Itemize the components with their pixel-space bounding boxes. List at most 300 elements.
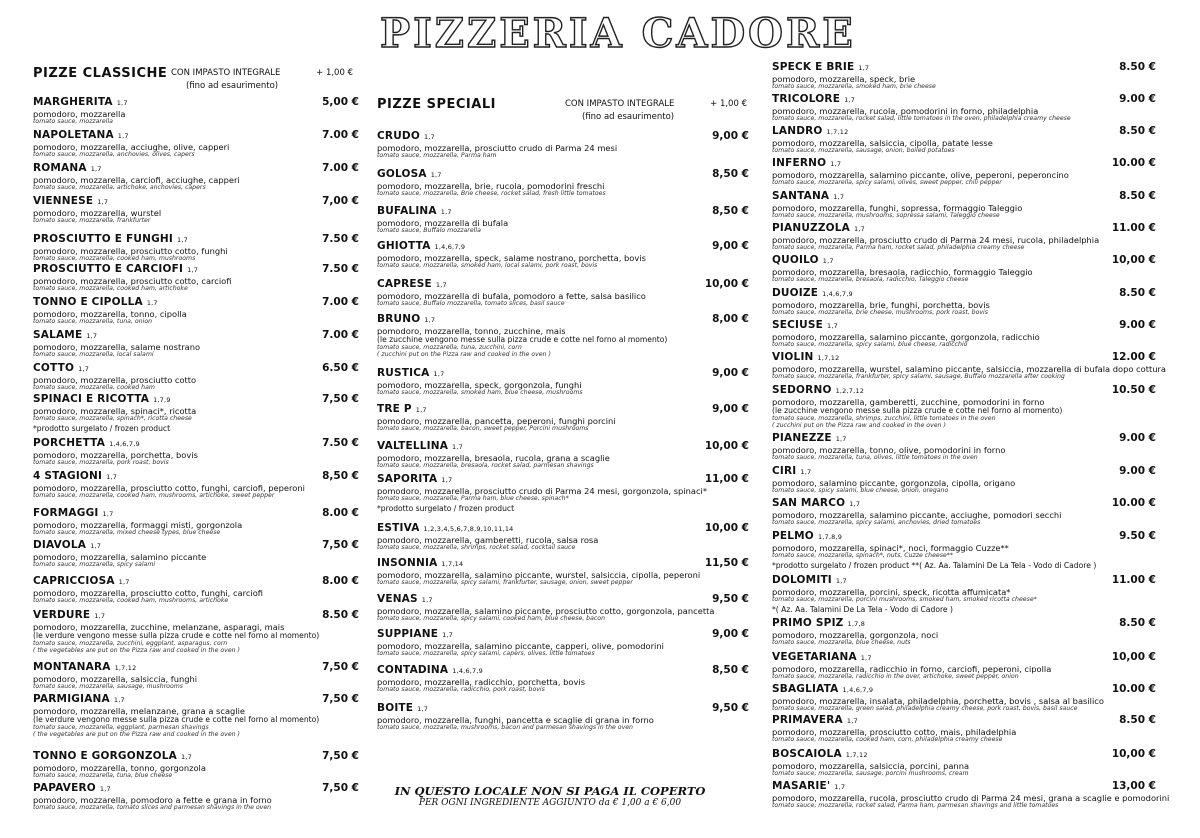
item-name bbox=[377, 664, 483, 676]
item-price: 10,00 € bbox=[704, 440, 749, 452]
item-price: 8,50 € bbox=[712, 168, 749, 180]
item-allergens: 1,7 bbox=[834, 783, 846, 791]
item-ingredients-english: tomato sauce, mozzarella, porcini mushrooms, smoked ham, smoked ricotta cheese* bbox=[772, 596, 1037, 603]
item-name-text: VERDURE bbox=[33, 609, 91, 621]
item-name bbox=[772, 254, 834, 266]
item-price: 7,50 € bbox=[322, 393, 359, 405]
item-price: 10,00 € bbox=[1111, 254, 1156, 266]
item-ingredients: pomodoro, mozzarella, bresaola, radicchio, formaggio Taleggio bbox=[772, 267, 1033, 277]
item-allergens: 1,7 bbox=[97, 198, 109, 206]
item-allergens: 1,7 bbox=[90, 165, 102, 173]
item-name-text: SAN MARCO bbox=[772, 497, 846, 509]
item-price: 13,00 € bbox=[1111, 780, 1156, 792]
item-ingredients: pomodoro, mozzarella, salamino piccante bbox=[33, 552, 207, 562]
item-price: 7,50 € bbox=[322, 661, 359, 673]
item-ingredients-english: tomato sauce, mozzarella, smoked ham, blue cheese, mushrooms bbox=[377, 389, 583, 396]
item-name bbox=[33, 609, 105, 621]
item-allergens: 1,7 bbox=[117, 132, 129, 140]
section-note: CON IMPASTO INTEGRALE bbox=[565, 99, 675, 109]
item-name-text: CAPRESE bbox=[377, 278, 432, 290]
item-ingredients: pomodoro, mozzarella, gorgonzola, noci bbox=[772, 630, 939, 640]
item-name bbox=[772, 748, 868, 760]
item-note: (le verdure vengono messe sulla pizza crude e cotte nel forno al momento) bbox=[33, 715, 320, 724]
item-name-text: PORCHETTA bbox=[33, 437, 106, 449]
item-name bbox=[377, 313, 435, 325]
item-ingredients-english: tomato sauce, mozzarella, spinach*, ricotta cheese bbox=[33, 415, 192, 422]
item-name bbox=[772, 497, 860, 509]
item-name-text: PROSCIUTTO E CARCIOFI bbox=[33, 263, 184, 275]
item-allergens: 1,7 bbox=[78, 365, 90, 373]
item-name-text: LANDRO bbox=[772, 125, 823, 137]
item-name-text: INSONNIA bbox=[377, 557, 438, 569]
item-ingredients-english: tomato sauce, Buffalo mozzarella bbox=[377, 227, 481, 234]
section-note-availability: (fino ad esaurimento) bbox=[186, 81, 279, 91]
item-ingredients: pomodoro, mozzarella, spinaci*, noci, formaggio Cuzze** bbox=[772, 543, 1009, 553]
item-name bbox=[772, 714, 858, 726]
item-ingredients-english: tomato sauce, mozzarella, spicy salami, capers, olives, little tomatoes bbox=[377, 650, 595, 657]
item-ingredients: pomodoro, mozzarella, insalata, philadelphia, porchetta, bovis , salsa al basilico bbox=[772, 696, 1104, 706]
item-allergens: 1,7,12 bbox=[114, 664, 137, 672]
item-ingredients-english: tomato sauce, mozzarella, artichoke, anchovies, capers bbox=[33, 184, 206, 191]
item-price: 10,00 € bbox=[1111, 651, 1156, 663]
item-allergens: 1,7,12 bbox=[817, 354, 840, 362]
item-ingredients-english: tomato sauce, mozzarella, Parma ham bbox=[377, 152, 497, 159]
item-allergens: 1,4,6,7,9 bbox=[842, 686, 874, 694]
item-price: 9.00 € bbox=[1119, 465, 1156, 477]
item-ingredients-english: tomato sauce, mozzarella, Parma ham, blue cheese, spinach* bbox=[377, 495, 569, 502]
item-ingredients: pomodoro, mozzarella, acciughe, olive, capperi bbox=[33, 142, 230, 152]
item-name bbox=[377, 473, 452, 485]
item-name-text: GOLOSA bbox=[377, 168, 427, 180]
item-name bbox=[33, 782, 111, 794]
item-allergens: 1,7 bbox=[116, 99, 128, 107]
item-ingredients-english: tomato sauce, mozzarella, sausage, onion, boiled potatoes bbox=[772, 147, 955, 154]
item-name bbox=[772, 780, 845, 792]
item-price: 9,50 € bbox=[712, 593, 749, 605]
item-price: 9,00 € bbox=[712, 367, 749, 379]
item-name-text: PELMO bbox=[772, 530, 814, 542]
item-ingredients-english: tomato sauce, mozzarella, mixed cheese types, blue cheese bbox=[33, 529, 221, 536]
item-price: 8,50 € bbox=[712, 205, 749, 217]
item-price: 8.50 € bbox=[1119, 61, 1156, 73]
item-name-text: PROSCIUTTO E FUNGHI bbox=[33, 233, 173, 245]
item-ingredients: pomodoro, mozzarella, formaggi misti, gorgonzola bbox=[33, 520, 243, 530]
section-surcharge: + 1,00 € bbox=[316, 68, 353, 78]
item-allergens: 1,7 bbox=[844, 96, 856, 104]
item-note-english: ( zucchini put on the Pizza raw and cooked in the oven ) bbox=[377, 351, 551, 358]
item-allergens: 1,2,7,12 bbox=[835, 387, 865, 395]
item-price: 11.00 € bbox=[1111, 574, 1156, 586]
item-ingredients: pomodoro, mozzarella, salamino piccante, olive, peperoni, peperoncino bbox=[772, 170, 1069, 180]
item-frozen-note: *prodotto surgelato / frozen product bbox=[33, 424, 171, 433]
item-ingredients: pomodoro, mozzarella, salsiccia, cipolla, patate lesse bbox=[772, 138, 993, 148]
item-ingredients-english: tomato sauce, mozzarella, bresaola, rocket salad, parmesan shavings bbox=[377, 462, 594, 469]
item-name-text: ROMANA bbox=[33, 162, 87, 174]
item-ingredients-english: tomato sauce, mozzarella, tuna, olives, little tomatoes in the oven bbox=[772, 454, 978, 461]
item-ingredients-english: tomato sauce, mozzarella, cooked ham bbox=[33, 384, 155, 391]
item-ingredients: pomodoro, mozzarella, prosciutto cotto, funghi bbox=[33, 246, 228, 256]
item-price: 8.50 € bbox=[322, 609, 359, 621]
item-allergens: 1,7 bbox=[187, 266, 199, 274]
item-allergens: 1,4,6,7,9 bbox=[109, 440, 140, 448]
item-name bbox=[33, 195, 108, 207]
item-allergens: 1,7,8,9 bbox=[817, 533, 843, 541]
item-name bbox=[772, 574, 847, 586]
item-name-text: SPECK E BRIE bbox=[772, 61, 855, 73]
item-price: 9.00 € bbox=[1119, 93, 1156, 105]
item-ingredients-english: tomato sauce, mozzarella, frankfurter, spicy salami, sausage, Buffalo mozzarella after cooking bbox=[772, 373, 1065, 380]
item-allergens: 1,7 bbox=[102, 510, 114, 518]
item-ingredients: pomodoro, mozzarella, prosciutto cotto, funghi, carciofi, peperoni bbox=[33, 483, 305, 493]
item-ingredients: pomodoro, mozzarella, prosciutto cotto, funghi, carciofi bbox=[33, 588, 263, 598]
item-ingredients: pomodoro, mozzarella, porcini, speck, ricotta affumicata* bbox=[772, 587, 1011, 597]
item-ingredients-english: tomato sauce, mozzarella, mushrooms, sopressa salami, Taleggio cheese bbox=[772, 212, 1000, 219]
item-ingredients-english: tomato sauce, mozzarella, rocket salad, Parma ham, parmesan shavings and little tomatoes bbox=[772, 802, 1059, 809]
item-note: (le verdure vengono messe sulla pizza crude e cotte nel forno al momento) bbox=[33, 631, 320, 640]
item-name bbox=[772, 384, 864, 396]
item-ingredients: pomodoro, mozzarella, funghi, pancetta e scaglie di grana in forno bbox=[377, 715, 654, 725]
item-name-text: CONTADINA bbox=[377, 664, 449, 676]
section-note-availability: (fino ad esaurimento) bbox=[582, 112, 675, 122]
item-ingredients-english: tomato sauce, Buffalo mozzarella, tomato slices, basil sauce bbox=[377, 300, 565, 307]
item-name bbox=[772, 61, 869, 73]
item-name-text: PRIMAVERA bbox=[772, 714, 843, 726]
item-name-text: MONTANARA bbox=[33, 661, 111, 673]
item-ingredients-english: tomato sauce, mozzarella, cooked ham, corn, philadelphia creamy cheese bbox=[772, 736, 1003, 743]
item-ingredients: pomodoro, mozzarella, radicchio, porchetta, bovis bbox=[377, 677, 586, 687]
item-name-text: NAPOLETANA bbox=[33, 129, 114, 141]
item-allergens: 1,7 bbox=[827, 322, 838, 330]
item-allergens: 1,7,12 bbox=[826, 128, 849, 136]
item-name-text: PRIMO SPIZ bbox=[772, 617, 844, 629]
item-ingredients: pomodoro, mozzarella, prosciutto crudo di Parma 24 mesi, rucola, philadelphia bbox=[772, 235, 1100, 245]
item-price: 8.00 € bbox=[322, 575, 359, 587]
item-note-english: ( the vegetables are put on the Pizza raw and cooked in the oven ) bbox=[33, 647, 240, 654]
item-name bbox=[772, 683, 873, 695]
item-ingredients: pomodoro, mozzarella, salsiccia, porcini, panna bbox=[772, 761, 970, 771]
item-name-text: PIANUZZOLA bbox=[772, 222, 851, 234]
item-ingredients-english: tomato sauce, mozzarella, spicy salami, olives, sweet pepper, chili pepper bbox=[772, 179, 1002, 186]
item-name bbox=[772, 465, 811, 477]
item-ingredients-english: tomato sauce, mozzarella, radicchio, pork roast, bovis bbox=[377, 686, 545, 693]
item-name bbox=[33, 661, 136, 673]
item-allergens: 1,7 bbox=[94, 612, 106, 620]
item-note-english: ( the vegetables are put on the Pizza raw and cooked in the oven ) bbox=[33, 731, 240, 738]
item-price: 8.00 € bbox=[322, 507, 359, 519]
item-allergens: 1,7 bbox=[113, 696, 125, 704]
item-name-text: MASARIE' bbox=[772, 780, 831, 792]
item-ingredients: pomodoro, mozzarella, salsiccia, funghi bbox=[33, 674, 198, 684]
item-price: 7,50 € bbox=[322, 539, 359, 551]
item-price: 8,00 € bbox=[712, 313, 749, 325]
item-name bbox=[33, 470, 117, 482]
item-price: 7,50 € bbox=[322, 693, 359, 705]
item-ingredients: pomodoro, mozzarella di bufala, pomodoro a fette, salsa basilico bbox=[377, 291, 646, 301]
item-ingredients: pomodoro, mozzarella, salamino piccante, capperi, olive, pomodorini bbox=[377, 641, 664, 651]
item-ingredients-english: tomato sauce, mozzarella, zucchini, eggplant, asparagus, corn bbox=[33, 640, 228, 647]
item-name-text: GHIOTTA bbox=[377, 240, 431, 252]
item-ingredients: pomodoro, mozzarella, tonno, zucchine, mais bbox=[377, 326, 566, 336]
item-ingredients: pomodoro, mozzarella di bufala bbox=[377, 218, 509, 228]
item-allergens: 1,7 bbox=[415, 406, 427, 414]
item-ingredients-english: tomato sauce, mozzarella, cooked ham, mushrooms bbox=[33, 255, 196, 262]
item-ingredients-english: tomato sauce, mozzarella, tomato slices and parmesan shavings in the oven bbox=[33, 804, 272, 811]
item-allergens: 1,7 bbox=[181, 753, 192, 761]
item-ingredients: pomodoro, mozzarella, pomodoro a fette e grana in forno bbox=[33, 795, 272, 805]
item-ingredients-english: tomato sauce, mozzarella, spicy salami, blue cheese, radicchio bbox=[772, 341, 968, 348]
item-allergens: 1,7 bbox=[800, 468, 812, 476]
item-name-text: BUFALINA bbox=[377, 205, 437, 217]
item-ingredients-english: tomato sauce, mozzarella, rocket salad, little tomatoes in the oven, philadelphia creamy cheese bbox=[772, 115, 1071, 122]
item-allergens: 1,7 bbox=[849, 500, 861, 508]
item-allergens: 1,7 bbox=[90, 542, 102, 550]
item-price: 8.50 € bbox=[1119, 125, 1156, 137]
item-ingredients: pomodoro, mozzarella, speck, brie bbox=[772, 74, 916, 84]
item-allergens: 1,4,6,7,9 bbox=[434, 243, 466, 251]
item-allergens: 1,7 bbox=[833, 193, 845, 201]
item-ingredients: pomodoro, mozzarella, pancetta, peperoni, funghi porcini bbox=[377, 416, 616, 426]
item-name bbox=[772, 93, 855, 105]
item-price: 7.00 € bbox=[322, 129, 359, 141]
item-name-text: QUOILO bbox=[772, 254, 819, 266]
item-name bbox=[33, 263, 198, 275]
item-ingredients-english: tomato sauce, mozzarella, tuna, zucchini, corn bbox=[377, 344, 522, 351]
item-price: 8.50 € bbox=[1119, 617, 1156, 629]
item-ingredients-english: tomato sauce, mozzarella, shrimps, rocket salad, cocktail sauce bbox=[377, 544, 576, 551]
item-price: 11,50 € bbox=[704, 557, 749, 569]
item-price: 9.00 € bbox=[1119, 432, 1156, 444]
item-price: 7.00 € bbox=[322, 329, 359, 341]
item-allergens: 1,7 bbox=[417, 705, 429, 713]
item-allergens: 1,7 bbox=[846, 717, 858, 725]
item-ingredients: pomodoro, salamino piccante, gorgonzola, cipolla, origano bbox=[772, 478, 1016, 488]
item-ingredients-english: tomato sauce, mozzarella, radicchio in the over, artichoke, sweet pepper, onion bbox=[772, 673, 1019, 680]
item-name-text: CIRI bbox=[772, 465, 797, 477]
item-name-text: VALTELLINA bbox=[377, 440, 449, 452]
item-name bbox=[33, 162, 102, 174]
item-allergens: 1,2,3,4,5,6,7,8,9,10,11,14 bbox=[423, 525, 514, 533]
item-name bbox=[377, 205, 452, 217]
item-allergens: 1,7 bbox=[106, 473, 118, 481]
item-allergens: 1,4,6,7,9 bbox=[822, 290, 853, 298]
item-name bbox=[772, 287, 853, 299]
item-price: 9.00 € bbox=[1119, 319, 1156, 331]
item-ingredients-english: tomato sauce, mozzarella, local salami bbox=[33, 351, 154, 358]
item-name bbox=[377, 557, 463, 569]
item-name bbox=[33, 693, 125, 705]
menu-title: PIZZERIA CADORE bbox=[380, 10, 856, 57]
item-price: 8.50 € bbox=[1119, 190, 1156, 202]
item-name-text: SPINACI E RICOTTA bbox=[33, 393, 150, 405]
item-price: 7,50 € bbox=[322, 750, 359, 762]
item-ingredients-english: tomato sauce, mozzarella, sausage, porcini mushrooms, cream bbox=[772, 770, 969, 777]
item-ingredients: pomodoro, mozzarella, brie, rucola, pomodorini freschi bbox=[377, 181, 605, 191]
item-ingredients-english: tomato sauce, mozzarella, bresaola, radicchio, Taleggio cheese bbox=[772, 276, 969, 283]
item-ingredients-english: tomato sauce, mozzarella, Parma ham, rocket salad, philadelphia creamy cheese bbox=[772, 244, 1025, 251]
item-price: 10,00 € bbox=[704, 522, 749, 534]
item-ingredients: pomodoro, mozzarella, prosciutto cotto, mais, philadelphia bbox=[772, 727, 1017, 737]
item-name-text: SAPORITA bbox=[377, 473, 438, 485]
item-ingredients-english: tomato sauce, mozzarella, spinach*, nuts, Cuzze cheese** bbox=[772, 552, 953, 559]
item-ingredients: pomodoro, mozzarella, rucola, pomodorini in forno, philadelphia bbox=[772, 106, 1039, 116]
item-name bbox=[772, 157, 841, 169]
item-price: 7.50 € bbox=[322, 233, 359, 245]
item-ingredients-english: tomato sauce, mozzarella, spicy salami bbox=[33, 561, 156, 568]
item-name-text: BOSCAIOLA bbox=[772, 748, 842, 760]
item-allergens: 1,7 bbox=[835, 577, 847, 585]
item-ingredients: pomodoro, mozzarella, porchetta, bovis bbox=[33, 450, 198, 460]
item-allergens: 1,4,6,7,9 bbox=[452, 667, 483, 675]
item-ingredients-english: tomato sauce, mozzarella, brie cheese, mushrooms, pork roast, bovis bbox=[772, 309, 988, 316]
item-ingredients: pomodoro, mozzarella, gamberetti, zucchine, pomodorini in forno bbox=[772, 397, 1045, 407]
item-price: 10.50 € bbox=[1111, 384, 1156, 396]
item-ingredients: pomodoro, mozzarella, tonno, cipolla bbox=[33, 309, 187, 319]
item-ingredients-english: tomato sauce, mozzarella, eggplant, parmesan shavings bbox=[33, 724, 209, 731]
item-price: 9,00 € bbox=[712, 403, 749, 415]
item-ingredients: pomodoro, mozzarella, salamino piccante, wurstel, salsiccia, cipolla, peperoni bbox=[377, 570, 701, 580]
item-ingredients-english: tomato sauce, mozzarella, tuna, blue cheese bbox=[33, 772, 173, 779]
item-ingredients-english: tomato sauce, mozzarella, blue cheese, nuts bbox=[772, 639, 911, 646]
item-ingredients: pomodoro, mozzarella, salamino piccante, prosciutto cotto, gorgonzola, pancetta bbox=[377, 606, 715, 616]
item-name-text: INFERNO bbox=[772, 157, 827, 169]
item-name-text: VENAS bbox=[377, 593, 418, 605]
item-ingredients-english: tomato sauce, mozzarella, cooked ham, mushrooms, artichoke, sweet pepper bbox=[33, 492, 275, 499]
item-name-text: FORMAGGI bbox=[33, 507, 99, 519]
item-name-text: TRICOLORE bbox=[772, 93, 841, 105]
item-ingredients: pomodoro, mozzarella, wurstel bbox=[33, 208, 162, 218]
item-allergens: 1,7,8 bbox=[847, 620, 866, 628]
item-price: 8.50 € bbox=[1119, 714, 1156, 726]
item-name bbox=[377, 168, 442, 180]
item-ingredients-english: tomato sauce, mozzarella, pork roast, bovis bbox=[33, 459, 169, 466]
item-ingredients: pomodoro, mozzarella, zucchine, melanzane, asparagi, mais bbox=[33, 622, 285, 632]
item-name bbox=[377, 593, 433, 605]
item-price: 7.00 € bbox=[322, 296, 359, 308]
item-name bbox=[33, 393, 171, 405]
item-ingredients: pomodoro, mozzarella, prosciutto cotto bbox=[33, 375, 197, 385]
item-allergens: 1,7,12 bbox=[845, 751, 868, 759]
item-name bbox=[377, 240, 465, 252]
item-ingredients: pomodoro, mozzarella, wurstel, salamino piccante, salsiccia, mozzarella di bufala dopo cottura bbox=[772, 364, 1166, 374]
item-ingredients: pomodoro, mozzarella, salame nostrano bbox=[33, 342, 201, 352]
item-name-text: VEGETARIANA bbox=[772, 651, 857, 663]
item-allergens: 1,7 bbox=[440, 208, 452, 216]
item-note: (le zucchine vengono messe sulla pizza crude e cotte nel forno al momento) bbox=[377, 335, 668, 344]
item-allergens: 1,7 bbox=[118, 578, 130, 586]
item-name bbox=[33, 362, 89, 374]
item-name bbox=[772, 125, 848, 137]
item-name-text: BOITE bbox=[377, 702, 414, 714]
item-allergens: 1,7 bbox=[830, 160, 842, 168]
item-name-text: SECIUSE bbox=[772, 319, 824, 331]
item-ingredients: pomodoro, mozzarella, bresaola, rucola, grana a scaglie bbox=[377, 453, 610, 463]
item-ingredients-english: tomato sauce, mozzarella, Brie cheese, rocket salad, fresh little tomatoes bbox=[377, 190, 606, 197]
item-name-text: COTTO bbox=[33, 362, 75, 374]
item-ingredients: pomodoro, mozzarella, gamberetti, rucola, salsa rosa bbox=[377, 535, 599, 545]
section-surcharge: + 1,00 € bbox=[710, 99, 747, 109]
item-price: 9.50 € bbox=[1119, 530, 1156, 542]
item-price: 10,00 € bbox=[1111, 748, 1156, 760]
item-name bbox=[377, 278, 447, 290]
item-ingredients-english: tomato sauce, mozzarella, spicy salami, cooked ham, blue cheese, bacon bbox=[377, 615, 606, 622]
item-name-text: VIOLIN bbox=[772, 351, 814, 363]
item-ingredients: pomodoro, mozzarella, tonno, gorgonzola bbox=[33, 763, 206, 773]
item-name-text: CRUDO bbox=[377, 130, 420, 142]
footer-extra-ingredient-note: PER OGNI INGREDIENTE AGGIUNTO da € 1,00 a € 6,00 bbox=[418, 798, 682, 808]
item-ingredients-english: tomato sauce, mozzarella, tuna, onion bbox=[33, 318, 153, 325]
item-ingredients-english: tomato sauce, mozzarella, frankfurter bbox=[33, 217, 151, 224]
item-name bbox=[33, 129, 129, 141]
item-name bbox=[33, 575, 130, 587]
item-name bbox=[377, 403, 427, 415]
item-ingredients: pomodoro, mozzarella, prosciutto crudo di Parma 24 mesi bbox=[377, 143, 618, 153]
item-ingredients: pomodoro, mozzarella bbox=[33, 109, 126, 119]
item-name bbox=[33, 750, 192, 762]
item-allergens: 1,7 bbox=[435, 281, 447, 289]
item-allergens: 1,7 bbox=[176, 236, 188, 244]
item-name bbox=[377, 367, 444, 379]
item-name-text: 4 STAGIONI bbox=[33, 470, 103, 482]
item-note-english: ( zucchini put on the Pizza raw and cooked in the oven ) bbox=[772, 422, 946, 429]
item-ingredients-english: tomato sauce, mozzarella, anchovies, olives, capers bbox=[33, 151, 195, 158]
item-ingredients: pomodoro, mozzarella, rucola, prosciutto crudo di Parma 24 mesi, grana a scaglie e pomodorini bbox=[772, 793, 1170, 803]
item-ingredients: pomodoro, mozzarella, radicchio in forno, carciofi, peperoni, cipolla bbox=[772, 664, 1052, 674]
item-price: 9,00 € bbox=[712, 628, 749, 640]
item-ingredients-english: tomato sauce, mozzarella, smoked ham, local salami, pork roast, bovis bbox=[377, 262, 598, 269]
item-price: 10,00 € bbox=[704, 278, 749, 290]
item-ingredients-english: tomato sauce, mozzarella, spicy salami, frankfurter, sausage, onion, sweet pepper bbox=[377, 579, 633, 586]
item-name bbox=[772, 651, 872, 663]
item-name bbox=[377, 702, 428, 714]
item-name-text: BRUNO bbox=[377, 313, 421, 325]
section-title: PIZZE CLASSICHE bbox=[33, 66, 168, 81]
item-name-text: MARGHERITA bbox=[33, 96, 113, 108]
item-ingredients-english: tomato sauce, mozzarella, bacon, sweet pepper, Porcini mushrooms bbox=[377, 425, 589, 432]
item-price: 8,50 € bbox=[322, 470, 359, 482]
item-name bbox=[33, 329, 97, 341]
item-name bbox=[772, 190, 844, 202]
item-ingredients-english: tomato sauce, mozzarella, green salad, philadelphia creamy cheese, pork roast, bovis, basil sauce bbox=[772, 705, 1078, 712]
item-name bbox=[772, 530, 842, 542]
item-price: 7.00 € bbox=[322, 162, 359, 174]
item-ingredients-english: tomato sauce, mozzarella, mushrooms, bacon and parmesan shavings in the oven bbox=[377, 724, 633, 731]
item-price: 10.00 € bbox=[1111, 497, 1156, 509]
item-allergens: 1,7 bbox=[858, 64, 870, 72]
item-price: 6.50 € bbox=[322, 362, 359, 374]
item-ingredients: pomodoro, mozzarella, brie, funghi, porchetta, bovis bbox=[772, 300, 990, 310]
item-name bbox=[772, 617, 865, 629]
item-frozen-note: *( Az. Aa. Talamini De La Tela - Vodo di Cadore ) bbox=[772, 605, 953, 614]
item-name-text: TONNO E GORGONZOLA bbox=[33, 750, 177, 762]
item-name-text: TRE P bbox=[377, 403, 412, 415]
item-name bbox=[33, 96, 128, 108]
item-name-text: PAPAVERO bbox=[33, 782, 96, 794]
item-allergens: 1,7 bbox=[452, 443, 463, 451]
item-name-text: SALAME bbox=[33, 329, 83, 341]
item-name-text: RUSTICA bbox=[377, 367, 430, 379]
item-name bbox=[772, 222, 865, 234]
item-price: 10.00 € bbox=[1111, 157, 1156, 169]
item-frozen-note: *prodotto surgelato / frozen product bbox=[377, 504, 515, 513]
item-name-text: SBAGLIATA bbox=[772, 683, 839, 695]
item-allergens: 1,7 bbox=[86, 332, 98, 340]
item-name-text: DOLOMITI bbox=[772, 574, 832, 586]
item-name bbox=[772, 351, 839, 363]
item-ingredients: pomodoro, mozzarella, melanzane, grana a scaglie bbox=[33, 706, 246, 716]
item-allergens: 1,7 bbox=[854, 225, 865, 233]
item-name bbox=[772, 432, 847, 444]
item-allergens: 1,7 bbox=[146, 299, 158, 307]
